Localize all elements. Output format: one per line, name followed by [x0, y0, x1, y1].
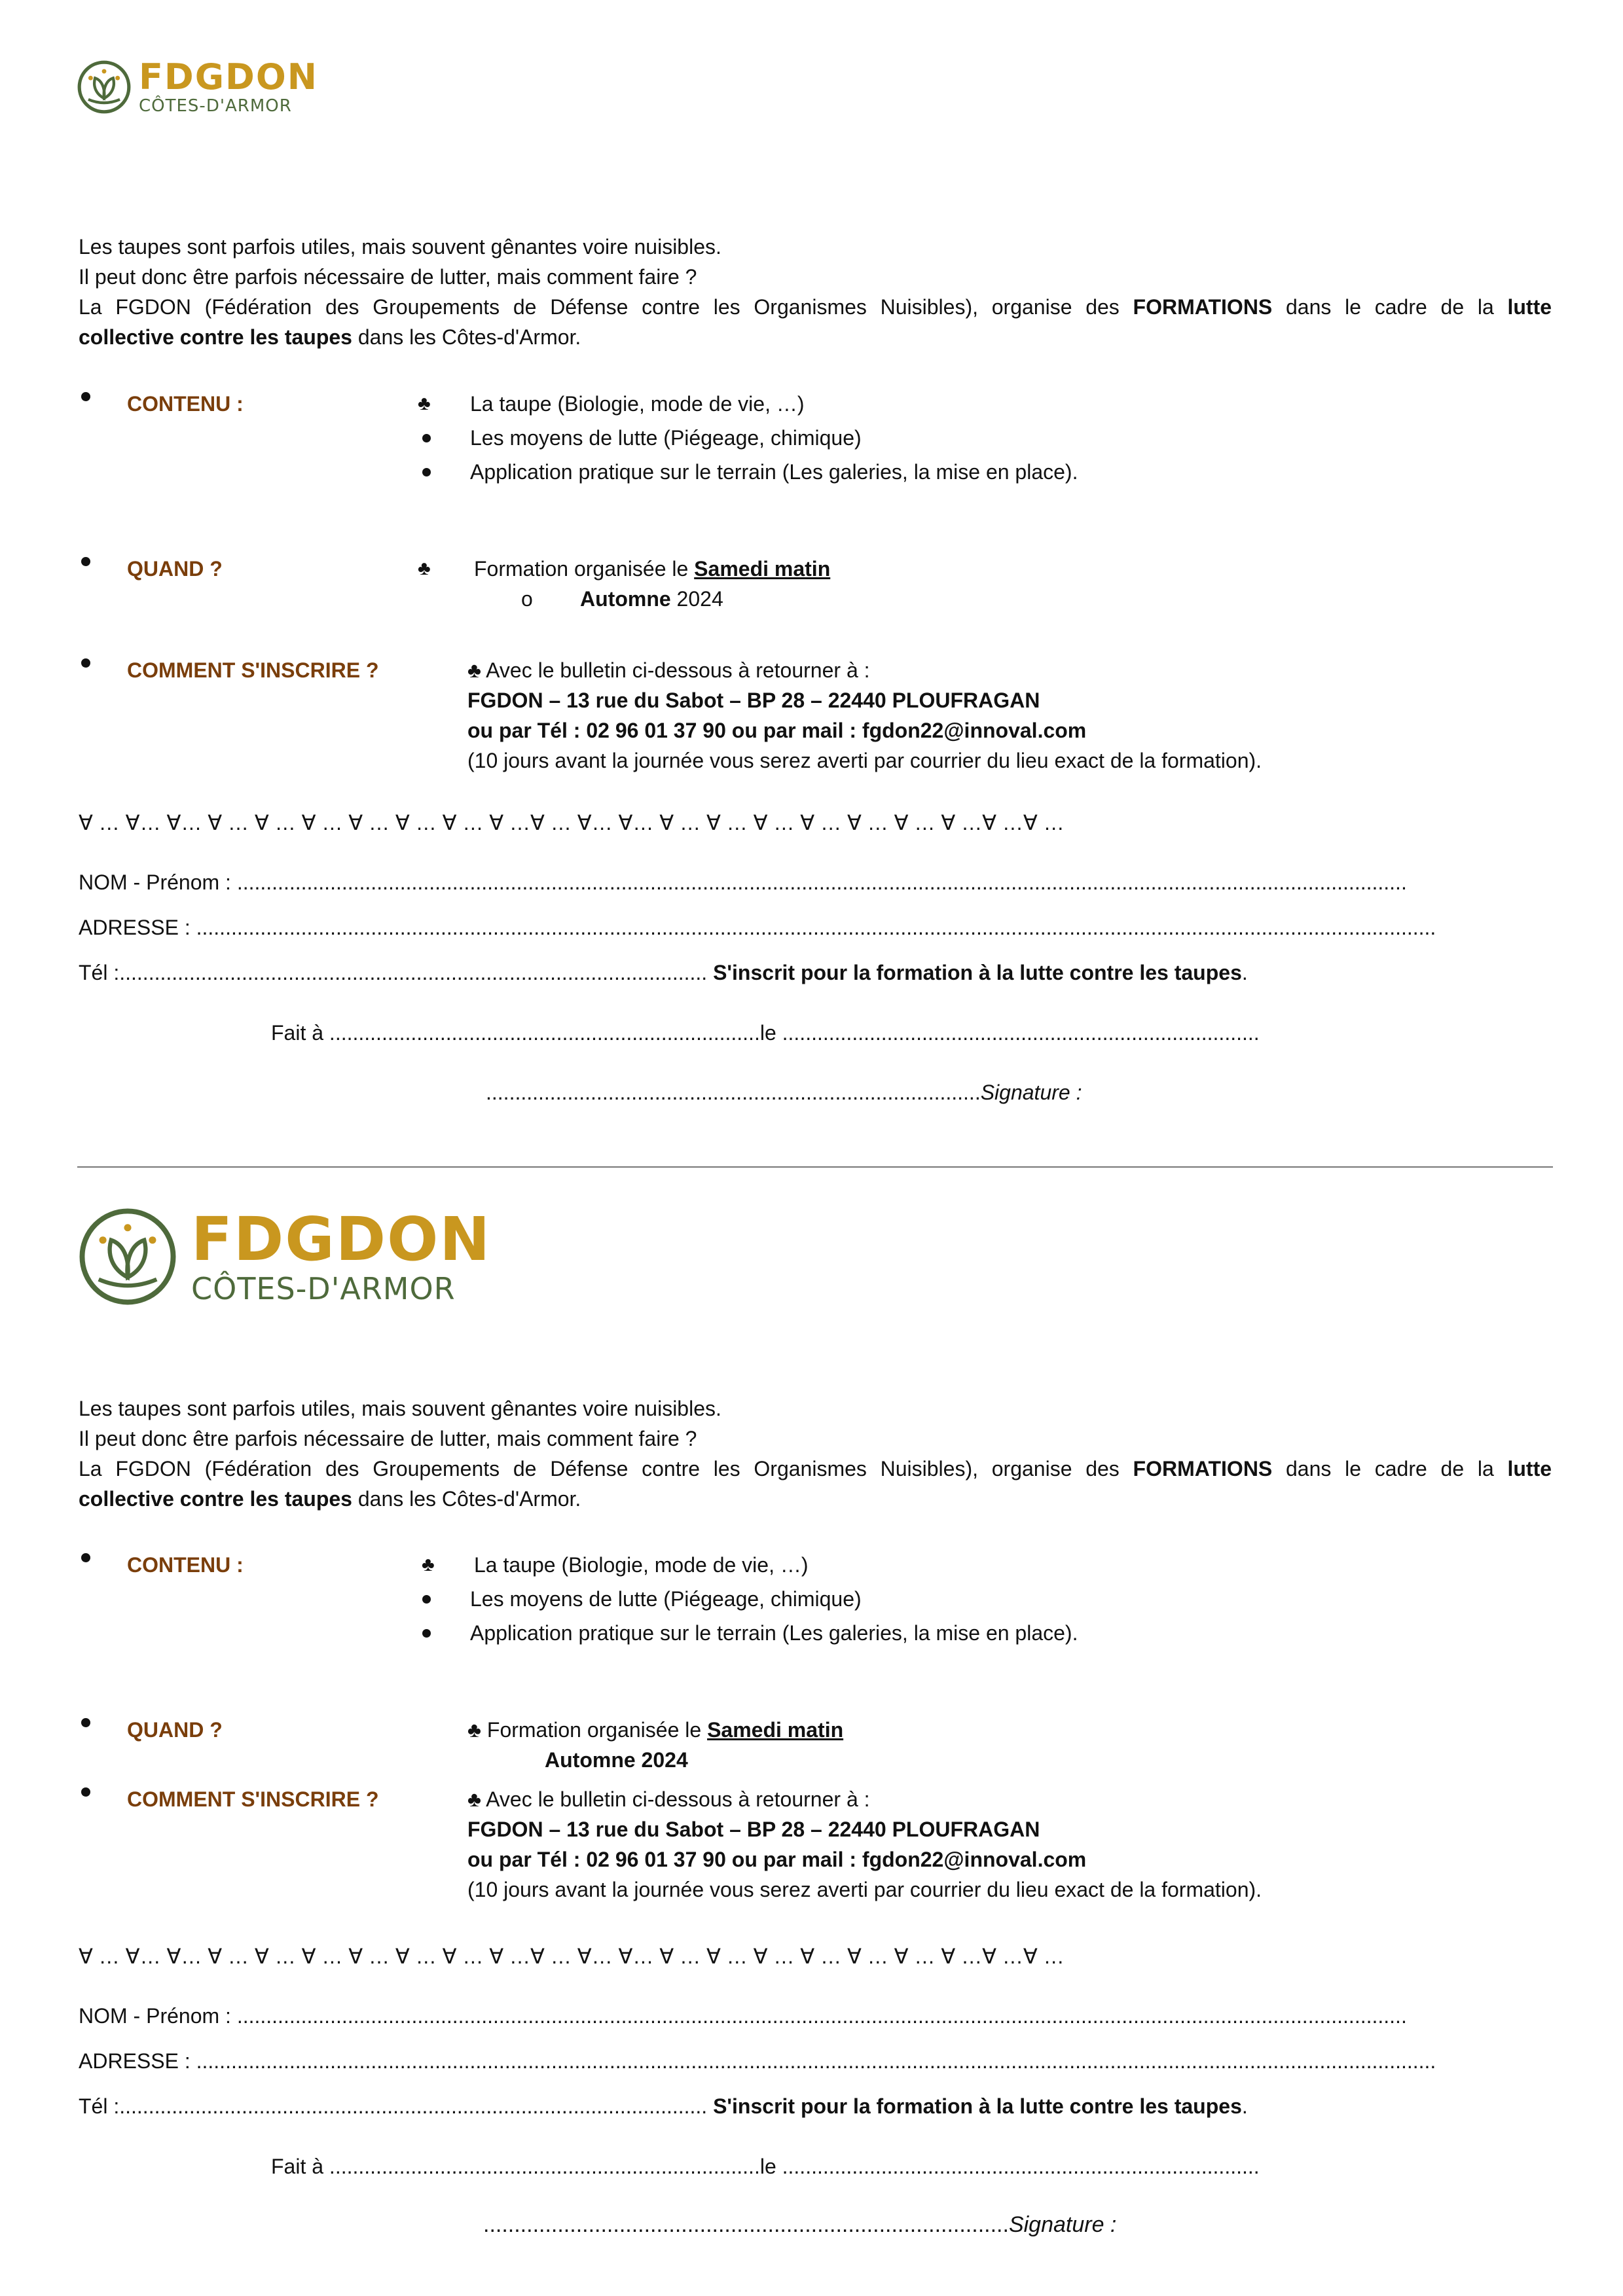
- inscrire-note: (10 jours avant la journée vous serez averti par courrier du lieu exact de la formation).: [467, 1878, 1262, 1901]
- bullet: [81, 658, 90, 668]
- bullet: [81, 1553, 90, 1562]
- intro-paragraph-line-2: collective contre les taupes dans les Côtes-d'Armor.: [79, 1487, 581, 1511]
- logo-subtitle: CÔTES-D'ARMOR: [139, 96, 292, 116]
- contenu-item-2: Les moyens de lutte (Piégeage, chimique): [470, 1587, 862, 1611]
- quand-label: QUAND ?: [127, 1718, 223, 1742]
- leaf-seal-icon: [76, 1205, 179, 1308]
- inscrire-note: (10 jours avant la journée vous serez averti par courrier du lieu exact de la formation).: [467, 749, 1262, 772]
- form-tel[interactable]: Tél :..................................................................................................... S'inscrit pour la formation à la lutte contre les taupes.: [79, 961, 1248, 984]
- inscrire-address: FGDON – 13 rue du Sabot – BP 28 – 22440 PLOUFRAGAN: [467, 689, 1040, 712]
- inscrire-line-1: ♣ Avec le bulletin ci-dessous à retourner à :: [467, 1787, 870, 1811]
- cut-line: ∀ … ∀… ∀… ∀ … ∀ … ∀ … ∀ … ∀ … ∀ … ∀ …∀ … ∀… ∀… ∀ … ∀ … ∀ … ∀ … ∀ … ∀ … ∀ …∀ …∀ …: [79, 811, 1065, 834]
- contenu-label: CONTENU :: [127, 392, 244, 416]
- form-adresse[interactable]: ADRESSE : .....................................................................................................................................................................................................................: [79, 2049, 1436, 2073]
- form-nom[interactable]: NOM - Prénom : .........................................................................................................................................................................................................: [79, 870, 1407, 894]
- club-bullet: ♣: [467, 658, 486, 682]
- logo: [76, 1204, 491, 1309]
- quand-text: Formation organisée le Samedi matin: [474, 557, 831, 581]
- inscrire-contact: ou par Tél : 02 96 01 37 90 ou par mail : fgdon22@innoval.com: [467, 719, 1087, 742]
- logo-subtitle: CÔTES-D'ARMOR: [191, 1271, 456, 1306]
- bullet: [81, 1787, 90, 1797]
- intro-line-2: Il peut donc être parfois nécessaire de lutter, mais comment faire ?: [79, 1427, 697, 1450]
- bullet: [81, 557, 90, 566]
- intro-paragraph-line-1: La FGDON (Fédération des Groupements de Défense contre les Organismes Nuisibles), organise des FORMATIONS dans le cadre de la lutte: [79, 295, 1552, 319]
- sub-bullet: o: [521, 587, 533, 611]
- quand-season: Automne 2024: [545, 1748, 688, 1772]
- divider: [77, 1166, 1553, 1168]
- bullet: [422, 468, 431, 476]
- contenu-item-3: Application pratique sur le terrain (Les galeries, la mise en place).: [470, 1621, 1078, 1645]
- logo-title: FDGDON: [191, 1204, 492, 1274]
- contenu-item-1: La taupe (Biologie, mode de vie, …): [470, 392, 805, 416]
- leaf-seal-icon: [76, 59, 132, 115]
- cut-line: ∀ … ∀… ∀… ∀ … ∀ … ∀ … ∀ … ∀ … ∀ … ∀ …∀ … ∀… ∀… ∀ … ∀ … ∀ … ∀ … ∀ … ∀ … ∀ …∀ …∀ …: [79, 1945, 1065, 1968]
- bullet: [422, 1629, 431, 1638]
- club-bullet: ♣: [418, 393, 431, 414]
- logo-title: FDGDON: [139, 56, 318, 98]
- intro-line-2: Il peut donc être parfois nécessaire de lutter, mais comment faire ?: [79, 265, 697, 289]
- club-bullet: ♣: [467, 1787, 486, 1811]
- inscrire-label: COMMENT S'INSCRIRE ?: [127, 1787, 379, 1811]
- quand-text: ♣ Formation organisée le Samedi matin: [467, 1718, 844, 1742]
- form-fait[interactable]: Fait à ..........................................................................le ..................................................................................: [271, 2155, 1260, 2178]
- quand-label: QUAND ?: [127, 557, 223, 581]
- intro-paragraph-line-1: La FGDON (Fédération des Groupements de Défense contre les Organismes Nuisibles), organise des FORMATIONS dans le cadre de la lutte: [79, 1457, 1552, 1480]
- inscrire-contact: ou par Tél : 02 96 01 37 90 ou par mail : fgdon22@innoval.com: [467, 1848, 1087, 1871]
- intro-line-1: Les taupes sont parfois utiles, mais souvent gênantes voire nuisibles.: [79, 235, 721, 259]
- intro-line-1: Les taupes sont parfois utiles, mais souvent gênantes voire nuisibles.: [79, 1397, 721, 1420]
- bullet: [422, 1595, 431, 1604]
- logo: [76, 58, 318, 117]
- club-bullet: ♣: [418, 558, 431, 579]
- form-tel[interactable]: Tél :..................................................................................................... S'inscrit pour la formation à la lutte contre les taupes.: [79, 2094, 1248, 2118]
- form-signature[interactable]: .....................................................................................Signature :: [486, 1081, 1082, 1104]
- form-fait[interactable]: Fait à ..........................................................................le ..................................................................................: [271, 1021, 1260, 1045]
- bullet: [81, 1718, 90, 1727]
- contenu-label: CONTENU :: [127, 1553, 244, 1577]
- club-bullet: ♣: [422, 1554, 435, 1575]
- form-signature[interactable]: .....................................................................................Signature :: [483, 2212, 1117, 2237]
- form-nom[interactable]: NOM - Prénom : .........................................................................................................................................................................................................: [79, 2004, 1407, 2028]
- club-bullet: ♣: [467, 1718, 487, 1742]
- inscrire-label: COMMENT S'INSCRIRE ?: [127, 658, 379, 682]
- bullet: [81, 392, 90, 401]
- contenu-item-2: Les moyens de lutte (Piégeage, chimique): [470, 426, 862, 450]
- bullet: [422, 434, 431, 442]
- contenu-item-3: Application pratique sur le terrain (Les galeries, la mise en place).: [470, 460, 1078, 484]
- form-adresse[interactable]: ADRESSE : .....................................................................................................................................................................................................................: [79, 916, 1436, 939]
- contenu-item-1: La taupe (Biologie, mode de vie, …): [474, 1553, 809, 1577]
- inscrire-line-1: ♣ Avec le bulletin ci-dessous à retourner à :: [467, 658, 870, 682]
- inscrire-address: FGDON – 13 rue du Sabot – BP 28 – 22440 PLOUFRAGAN: [467, 1818, 1040, 1841]
- quand-season: Automne 2024: [580, 587, 723, 611]
- intro-paragraph-line-2: collective contre les taupes dans les Côtes-d'Armor.: [79, 325, 581, 349]
